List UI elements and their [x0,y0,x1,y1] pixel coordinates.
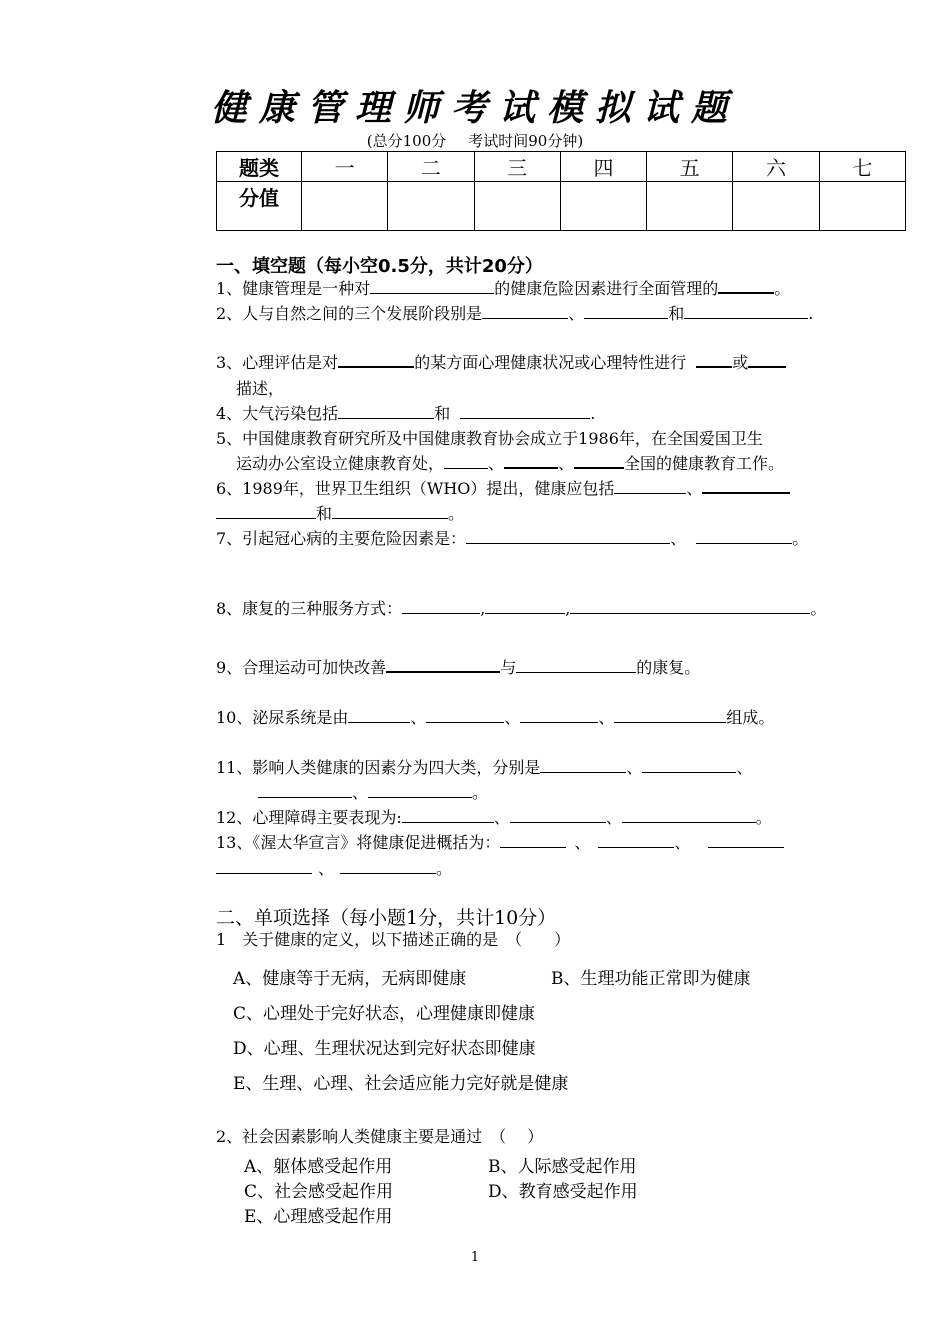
blank [340,859,436,874]
mc-q2-option-e: E、心理感受起作用 [244,1207,393,1227]
blank [338,352,414,368]
blank [584,304,668,319]
blank [504,453,558,469]
q11-text-e: 。 [472,783,489,802]
q4-text-b: 和 [434,404,451,423]
q3-text-a: 3、心理评估是对 [216,353,339,372]
mc-q1-option-b: B、生理功能正常即为健康 [551,969,751,989]
col-2: 二 [388,152,474,182]
exam-time: 考试时间90分钟) [468,132,584,150]
blank [520,708,598,723]
blank [368,783,472,798]
blank [338,404,434,419]
q2-text-c: 和 [668,304,685,323]
q11-text-b: 、 [626,758,643,777]
blank [748,352,786,368]
section2-heading: 二、单项选择（每小题1分，共计10分） [216,907,557,929]
q9-text-a: 9、合理运动可加快改善 [216,658,387,677]
q8-text-c: , [565,599,571,618]
q11-text-a: 11、影响人类健康的因素分为四大类，分别是 [216,758,541,777]
blank [642,758,736,773]
q1-text-a: 1、健康管理是一种对 [216,279,371,298]
q2-text-d: . [808,304,814,323]
q12-text-c: 、 [605,808,622,827]
q1-text-b: 的健康危险因素进行全面管理的 [494,279,719,298]
question-1 [216,278,790,300]
mc-q2-option-a: A、躯体感受起作用 [244,1157,393,1177]
blank [696,529,792,544]
mc-q2-option-d: D、教育感受起作用 [488,1182,638,1202]
blank [500,833,566,848]
q10-text-c: 、 [504,708,521,727]
blank [402,808,494,823]
blank [216,859,312,874]
blank [718,278,774,294]
q5-text-b: 运动办公室设立健康教育处， [236,454,445,473]
blank [622,808,756,823]
question-9 [216,657,700,679]
blank [386,657,500,673]
blank [482,304,568,319]
q11-text-c: 、 [736,758,753,777]
blank [370,279,494,294]
score-cell [474,182,560,231]
q12-text-a: 12、心理障碍主要表现为: [216,808,402,827]
blank [570,599,810,614]
blank [614,479,686,494]
question-4 [216,403,595,425]
question-10 [216,707,774,729]
q4-text-c: . [590,404,596,423]
question-11 [216,757,752,779]
score-cell [733,182,819,231]
question-12 [216,807,772,829]
question-2 [216,303,813,325]
section1-heading: 一、填空题（每小空0.5分，共计20分） [216,256,543,277]
q3-text-b: 的某方面心理健康状况或心理特性进行 [414,353,687,372]
question-13 [216,832,784,854]
q2-text-b: 、 [568,304,585,323]
q6-text-a: 6、1989年，世界卫生组织（WHO）提出，健康应包括 [216,479,615,498]
question-6 [216,478,790,500]
score-table [216,151,906,231]
mc-question-1: 1 关于健康的定义，以下描述正确的是 （ ） [216,930,571,949]
mc-q2-option-c: C、社会感受起作用 [244,1182,394,1202]
blank [466,529,670,544]
question-5: 5、中国健康教育研究所及中国健康教育协会成立于1986年，在全国爱国卫生 [216,429,763,448]
q5-text-e: 全国的健康教育工作。 [624,454,785,473]
row-label-score: 分值 [217,182,302,231]
q12-text-d: 。 [755,808,772,827]
mc-q1-option-d: D、心理、生理状况达到完好状态即健康 [233,1039,536,1059]
col-3: 三 [474,152,560,182]
score-cell [647,182,733,231]
question-8 [216,598,826,620]
score-cell [819,182,905,231]
q8-text-a: 8、康复的三种服务方式： [216,599,403,618]
blank [614,708,726,723]
q7-text-b: 、 [670,529,687,548]
score-cell [388,182,474,231]
blank [402,599,480,614]
question-5-cont [236,453,784,475]
q5-text-d: 、 [558,454,575,473]
blank [332,504,448,519]
q4-text-a: 4、大气污染包括 [216,404,339,423]
blank [444,454,488,469]
mc-q1-option-e: E、生理、心理、社会适应能力完好就是健康 [233,1074,569,1094]
question-6-cont [216,503,464,525]
total-score: (总分100分 [366,132,447,150]
blank [708,833,784,848]
q6-text-c: 和 [316,504,333,523]
question-3-cont: 描述， [236,379,285,398]
q9-text-b: 与 [500,658,517,677]
col-6: 六 [733,152,819,182]
q5-text-c: 、 [488,454,505,473]
q3-text-c: 或 [732,353,749,372]
q10-text-b: 、 [410,708,427,727]
q13-text-e: 。 [436,859,453,878]
q8-text-d: 。 [810,599,827,618]
blank [540,758,626,773]
q8-text-b: , [480,599,486,618]
page-title: 健康管理师考试模拟试题 [210,87,739,129]
q9-text-c: 的康复。 [636,658,701,677]
blank [574,453,624,469]
col-4: 四 [560,152,646,182]
blank [598,833,674,848]
blank [510,808,606,823]
q12-text-b: 、 [493,808,510,827]
q7-text-c: 。 [792,529,809,548]
score-cell [302,182,388,231]
mc-q1-option-c: C、心理处于完好状态，心理健康即健康 [233,1004,536,1024]
q10-text-a: 10、泌尿系统是由 [216,708,349,727]
blank [258,783,352,798]
question-3 [216,352,786,374]
mc-q2-option-b: B、人际感受起作用 [488,1157,637,1177]
q2-text-a: 2、人与自然之间的三个发展阶段别是 [216,304,483,323]
blank [696,352,732,368]
blank [702,478,790,494]
question-7 [216,528,808,550]
q10-text-d: 、 [598,708,615,727]
score-cell [560,182,646,231]
q13-text-a: 13、《渥太华宣言》将健康促进概括为： [216,833,501,852]
blank [485,599,565,614]
question-13-cont [216,858,452,880]
blank [216,504,316,519]
col-1: 一 [302,152,388,182]
blank [684,304,808,319]
q11-text-d: 、 [352,783,369,802]
page-number: 1 [470,1250,480,1265]
question-11-cont [258,782,488,804]
q7-text-a: 7、引起冠心病的主要危险因素是： [216,529,467,548]
row-label-category: 题类 [217,152,302,182]
mc-question-2: 2、社会因素影响人类健康主要是通过 （ ） [216,1127,544,1146]
q6-text-b: 、 [686,479,703,498]
blank [348,708,410,723]
score-table-values-row [217,182,906,231]
col-5: 五 [647,152,733,182]
q6-text-d: 。 [448,504,465,523]
q13-text-d: 、 [318,859,335,878]
blank [460,404,590,419]
blank [426,708,504,723]
col-7: 七 [819,152,905,182]
subtitle [0,130,950,151]
q13-text-b: 、 [574,833,591,852]
q1-text-c: 。 [774,279,791,298]
mc-q1-option-a: A、健康等于无病，无病即健康 [233,969,467,989]
blank [516,658,636,673]
q13-text-c: 、 [674,833,691,852]
q10-text-e: 组成。 [726,708,775,727]
score-table-header-row [217,152,906,182]
